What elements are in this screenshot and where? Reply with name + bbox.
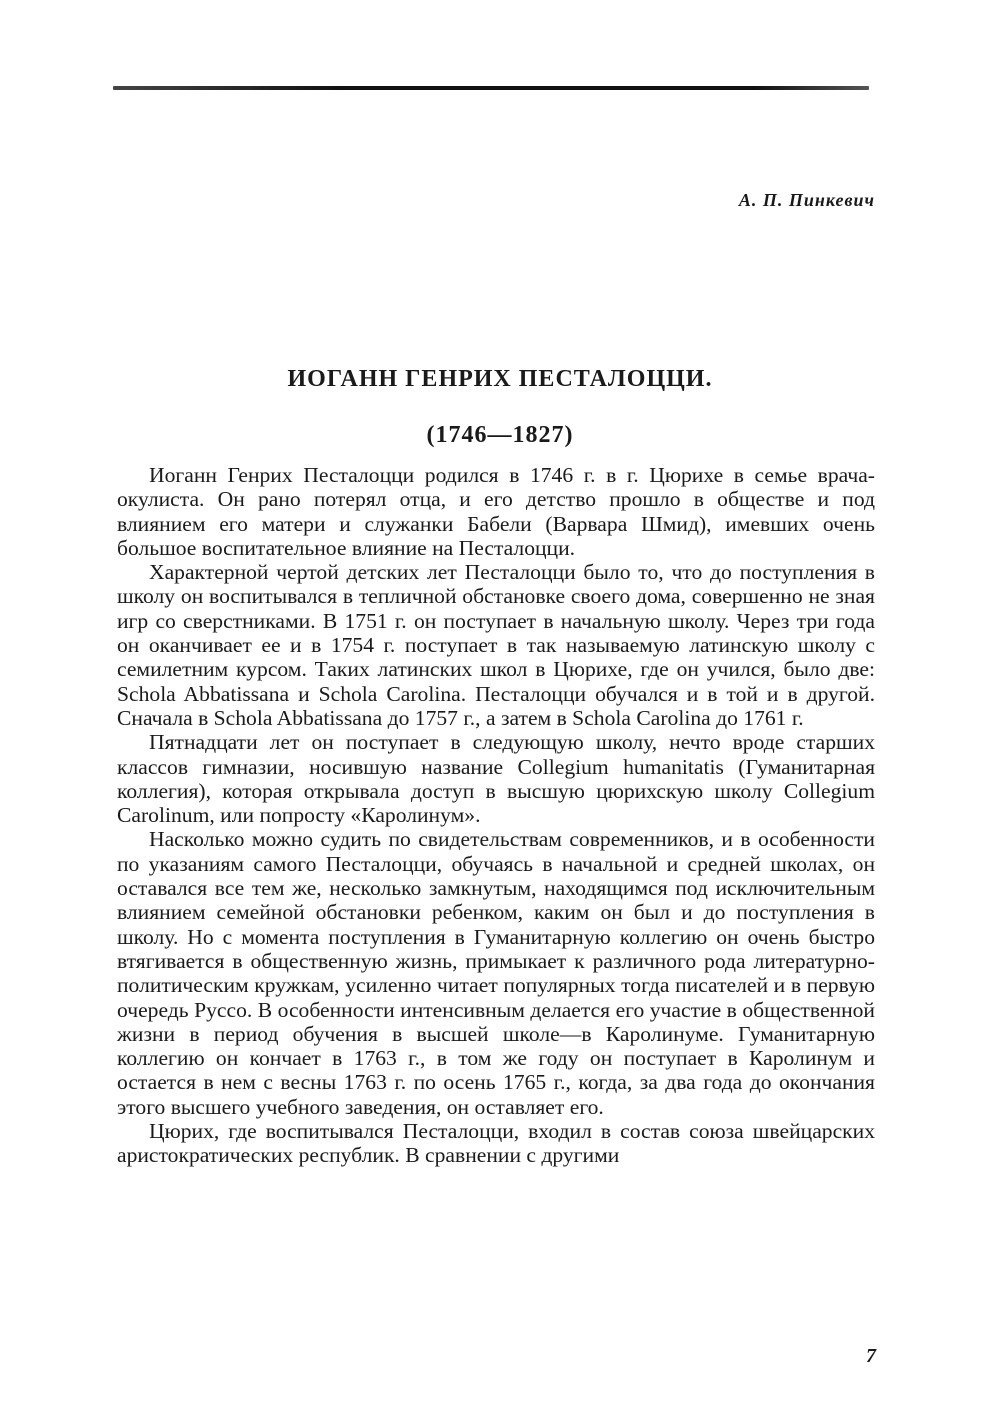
article-years: (1746—1827) [426,422,574,448]
paragraph: Характерной чертой детских лет Песталоцци было то, что до поступления в школу он воспитывался в тепличной обстановке своего дома, совершенно не зная игр со сверстниками. В 1751 г. он поступает в начальную школу. Через три года он оканчивает ее и в 1754 г. поступает в так называемую латинскую школу с семилетним курсом. Таких латинских школ в Цюрихе, где он учился, было две: Schola Abbatissana и Schola Carolina. Песталоцци обучался и в той и в другой. Сначала в Schola Abbatissana до 1757 г., а затем в Schola Carolina до 1761 г. [117,560,875,730]
header-rule [113,86,869,90]
paragraph: Иоганн Генрих Песталоцци родился в 1746 г. в г. Цюрихе в семье врача-окулиста. Он рано потерял отца, и его детство прошло в обществе и под влиянием его матери и служанки Бабели (Варвара Шмид), имевших очень большое воспитательное влияние на Песталоцци. [117,463,875,560]
paragraph: Насколько можно судить по свидетельствам современников, и в особенности по указаниям самого Песталоцци, обучаясь в начальной и средней школах, он оставался все тем же, несколько замкнутым, находящимся под исключительным влиянием семейной обстановки ребенком, каким он был и до поступления в школу. Но с момента поступления в Гуманитарную коллегию он очень быстро втягивается в общественную жизнь, примыкает к различного рода литературно-политическим кружкам, усиленно читает популярных тогда писателей и в первую очередь Руссо. В особенности интенсивным делается его участие в общественной жизни в период обучения в высшей школе—в Каролинуме. Гуманитарную коллегию он кончает в 1763 г., в том же году он поступает в Каролинум и остается в нем с весны 1763 г. по осень 1765 г., когда, за два года до окончания этого высшего учебного заведения, он оставляет его. [117,827,875,1119]
article-title: ИОГАНН ГЕНРИХ ПЕСТАЛОЦЦИ. [287,366,713,392]
paragraph: Пятнадцати лет он поступает в следующую школу, нечто вроде старших классов гимназии, носившую название Collegium humanitatis (Гуманитарная коллегия), которая открывала доступ в высшую цюрихскую школу Collegium Carolinum, или попросту «Каролинум». [117,730,875,828]
page-number: 7 [866,1345,876,1367]
article-body [117,463,875,1168]
paragraph: Цюрих, где воспитывался Песталоцци, входил в состав союза швейцарских аристократических республик. В сравнении с другими [117,1119,875,1168]
author-name: А. П. Пинкевич [738,190,875,210]
